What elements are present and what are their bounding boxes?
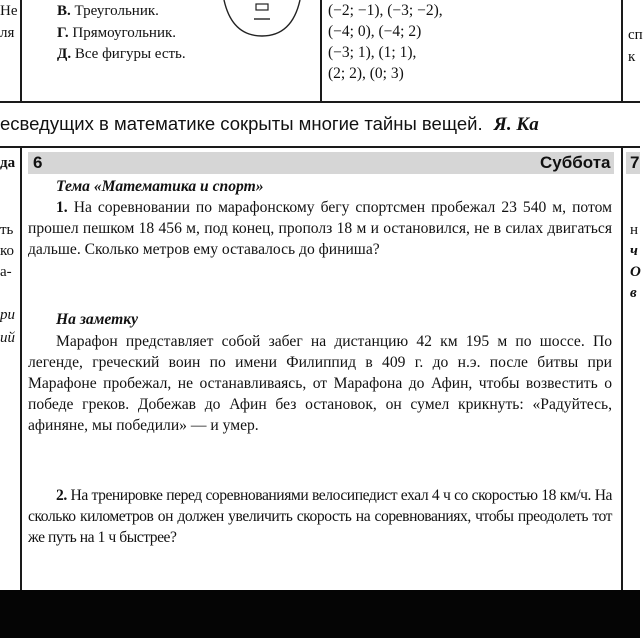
top-right-fragment-2: к bbox=[628, 49, 636, 65]
left-edge-fragment-6: ий bbox=[0, 330, 15, 346]
left-edge-fragment-3: ко bbox=[0, 243, 15, 259]
day-number: 6 bbox=[33, 153, 43, 172]
task-2-text: На тренировке перед соревнованиями велосипедист ехал 4 ч со скоростью 18 км/ч. На сколько километров он должен увеличить скорость на соревнованиях, чтобы преодолеть тот же путь на 1 ч быстрее? bbox=[28, 487, 612, 546]
top-left-fragment-2: ля bbox=[0, 25, 15, 41]
figure-face-diagram bbox=[222, 0, 302, 36]
task-2 bbox=[28, 485, 612, 548]
quote-bar bbox=[0, 102, 640, 146]
right-edge-fragment-1: н bbox=[630, 222, 639, 238]
option-d-text: Все фигуры есть. bbox=[74, 46, 186, 62]
right-edge-fragment-2: ч bbox=[630, 243, 638, 259]
task-1 bbox=[28, 197, 612, 260]
option-v-text: Треугольник. bbox=[74, 3, 159, 19]
task-1-number: 1. bbox=[56, 199, 68, 216]
coords-line-2: (−4; 0), (−4; 2) bbox=[328, 23, 422, 40]
option-v-letter: В. bbox=[57, 3, 71, 19]
left-edge-fragment-1: да bbox=[0, 155, 16, 171]
option-d-letter: Д. bbox=[57, 46, 72, 62]
right-edge-fragment-3: О bbox=[630, 264, 641, 280]
day-number-box bbox=[28, 152, 614, 174]
top-right-fragment-1: сп bbox=[628, 27, 643, 43]
left-edge-fragment-5: ри bbox=[0, 307, 15, 323]
quote-text: есведущих в математике сокрыты многие тайны вещей. bbox=[0, 113, 483, 134]
top-left-fragment-1: Не bbox=[0, 3, 18, 19]
quote-author: Я. Ка bbox=[493, 114, 539, 135]
coords-line-4: (2; 2), (0; 3) bbox=[328, 65, 404, 82]
task-1-text: На соревновании по марафонскому бегу спортсмен пробежал 23 540 м, потом прошел пешком 18 456 м, под конец, прополз 18 м и остановился, не в силах двигаться дальше. Сколько метров ему оставалось до финиша? bbox=[28, 199, 612, 258]
option-d bbox=[57, 45, 186, 64]
day-weekday: Суббота bbox=[540, 153, 611, 172]
option-g bbox=[57, 24, 176, 43]
coords-line-1: (−2; −1), (−3; −2), bbox=[328, 2, 443, 19]
left-edge-fragment-4: а- bbox=[0, 264, 12, 280]
coords-line-3: (−3; 1), (1; 1), bbox=[328, 44, 417, 61]
note-text: Марафон представляет собой забег на дистанцию 42 км 195 м по шоссе. По легенде, греческий воин по имени Филиппид в 409 г. до н.э. после битвы при Марафоне пробежал, не останавливаясь, от Марафона до Афин, чтобы возвестить о победе греков. Добежав до Афин без остановок, он сумел крикнуть: «Радуйтесь, афиняне, мы победили» — и умер. bbox=[28, 333, 612, 434]
left-edge-fragment-2: ть bbox=[0, 222, 14, 238]
option-g-letter: Г. bbox=[57, 25, 69, 41]
theme-title: Тема «Математика и спорт» bbox=[56, 178, 264, 195]
next-day-number: 7 bbox=[630, 153, 640, 172]
task-2-number: 2. bbox=[56, 487, 67, 504]
right-edge-fragment-4: в bbox=[630, 285, 637, 301]
option-v bbox=[57, 2, 159, 21]
option-g-text: Прямоугольник. bbox=[72, 25, 177, 41]
note-heading: На заметку bbox=[56, 311, 139, 328]
